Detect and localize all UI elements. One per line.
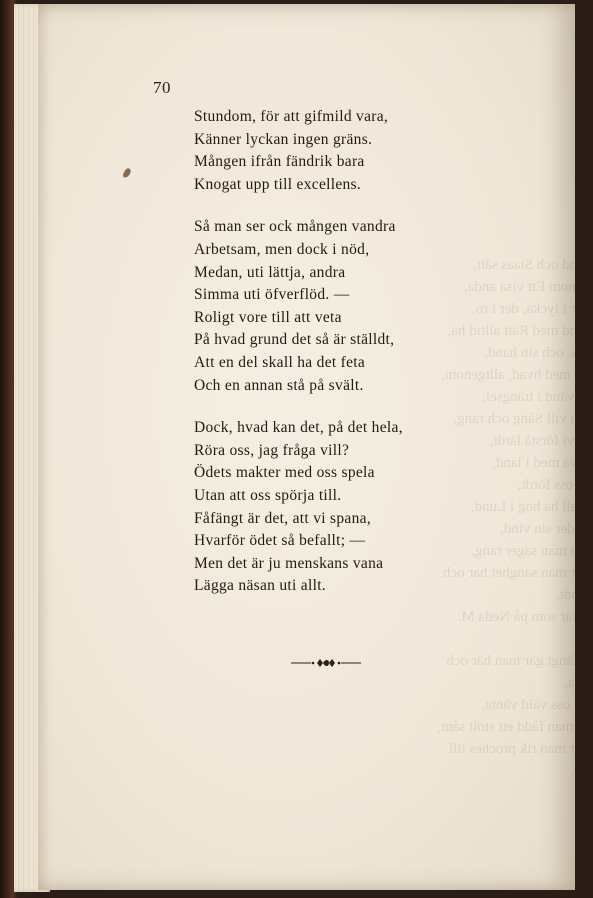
poem-line: Stundom, för att gifmild vara, xyxy=(194,108,389,125)
poem-line: Lägga näsan uti allt. xyxy=(194,577,326,595)
poem-line: Medan, uti lättja, andra xyxy=(194,263,346,281)
poem-line: På hvad grund det så är ställdt, xyxy=(194,331,395,349)
poem-line: Knogat upp till excellens. xyxy=(194,175,362,193)
show-through-text: Sund och Siaas sätt, Genom Ett visa anda, Der i lycka, der i ro, Sund med Rätt alltid ha, Ars. och sin hand, An med hvad, alltgenom, At vänd i trängsel, Om vill Sång och rang, Så vi förstå lärdt, Leva med i land, Ar oss fördt, Skall ha hög i Lund, Under sin vind, Om man säger rang, Har man sanghet har och handt, Sittar som på Neda M. Fåfängt gar man här och leva, Att oss väld vänta, Ar man fådd ett stolt sånt, Blir man rik proches till allt. xyxy=(437,257,593,779)
poem-line: Att en del skall ha det feta xyxy=(194,353,366,371)
poem-line: Mången ifrån fändrik bara xyxy=(194,153,365,171)
poem-line: Roligt vore till att veta xyxy=(194,308,342,326)
poem-line: Fåfängt är det, att vi spana, xyxy=(194,509,371,527)
poem-line: Utan att oss spörja till. xyxy=(194,486,342,504)
poem xyxy=(194,106,403,618)
page-number: 70 xyxy=(153,78,171,97)
poem-line: Dock, hvad kan det, på det hela, xyxy=(194,419,403,437)
poem-line: Så man ser ock mången vandra xyxy=(194,218,396,236)
stanza-2 xyxy=(194,216,403,397)
stanza-3 xyxy=(194,417,403,598)
poem-line: Arbetsam, men dock i nöd, xyxy=(194,240,370,258)
poem-line: Hvarför ödet så befallt; — xyxy=(194,532,366,550)
poem-line: Simma uti öfverflöd. — xyxy=(194,286,350,304)
stanza-1 xyxy=(194,106,403,196)
poem-line: Känner lyckan ingen gräns. xyxy=(194,130,373,148)
poem-line: Men det är ju menskans vana xyxy=(194,554,384,572)
poem-line: Och en annan stå på svält. xyxy=(194,376,364,394)
poem-line: Ödets makter med oss spela xyxy=(194,464,375,482)
ornament-divider xyxy=(289,656,363,670)
poem-line: Röra oss, jag fråga vill? xyxy=(194,441,350,459)
